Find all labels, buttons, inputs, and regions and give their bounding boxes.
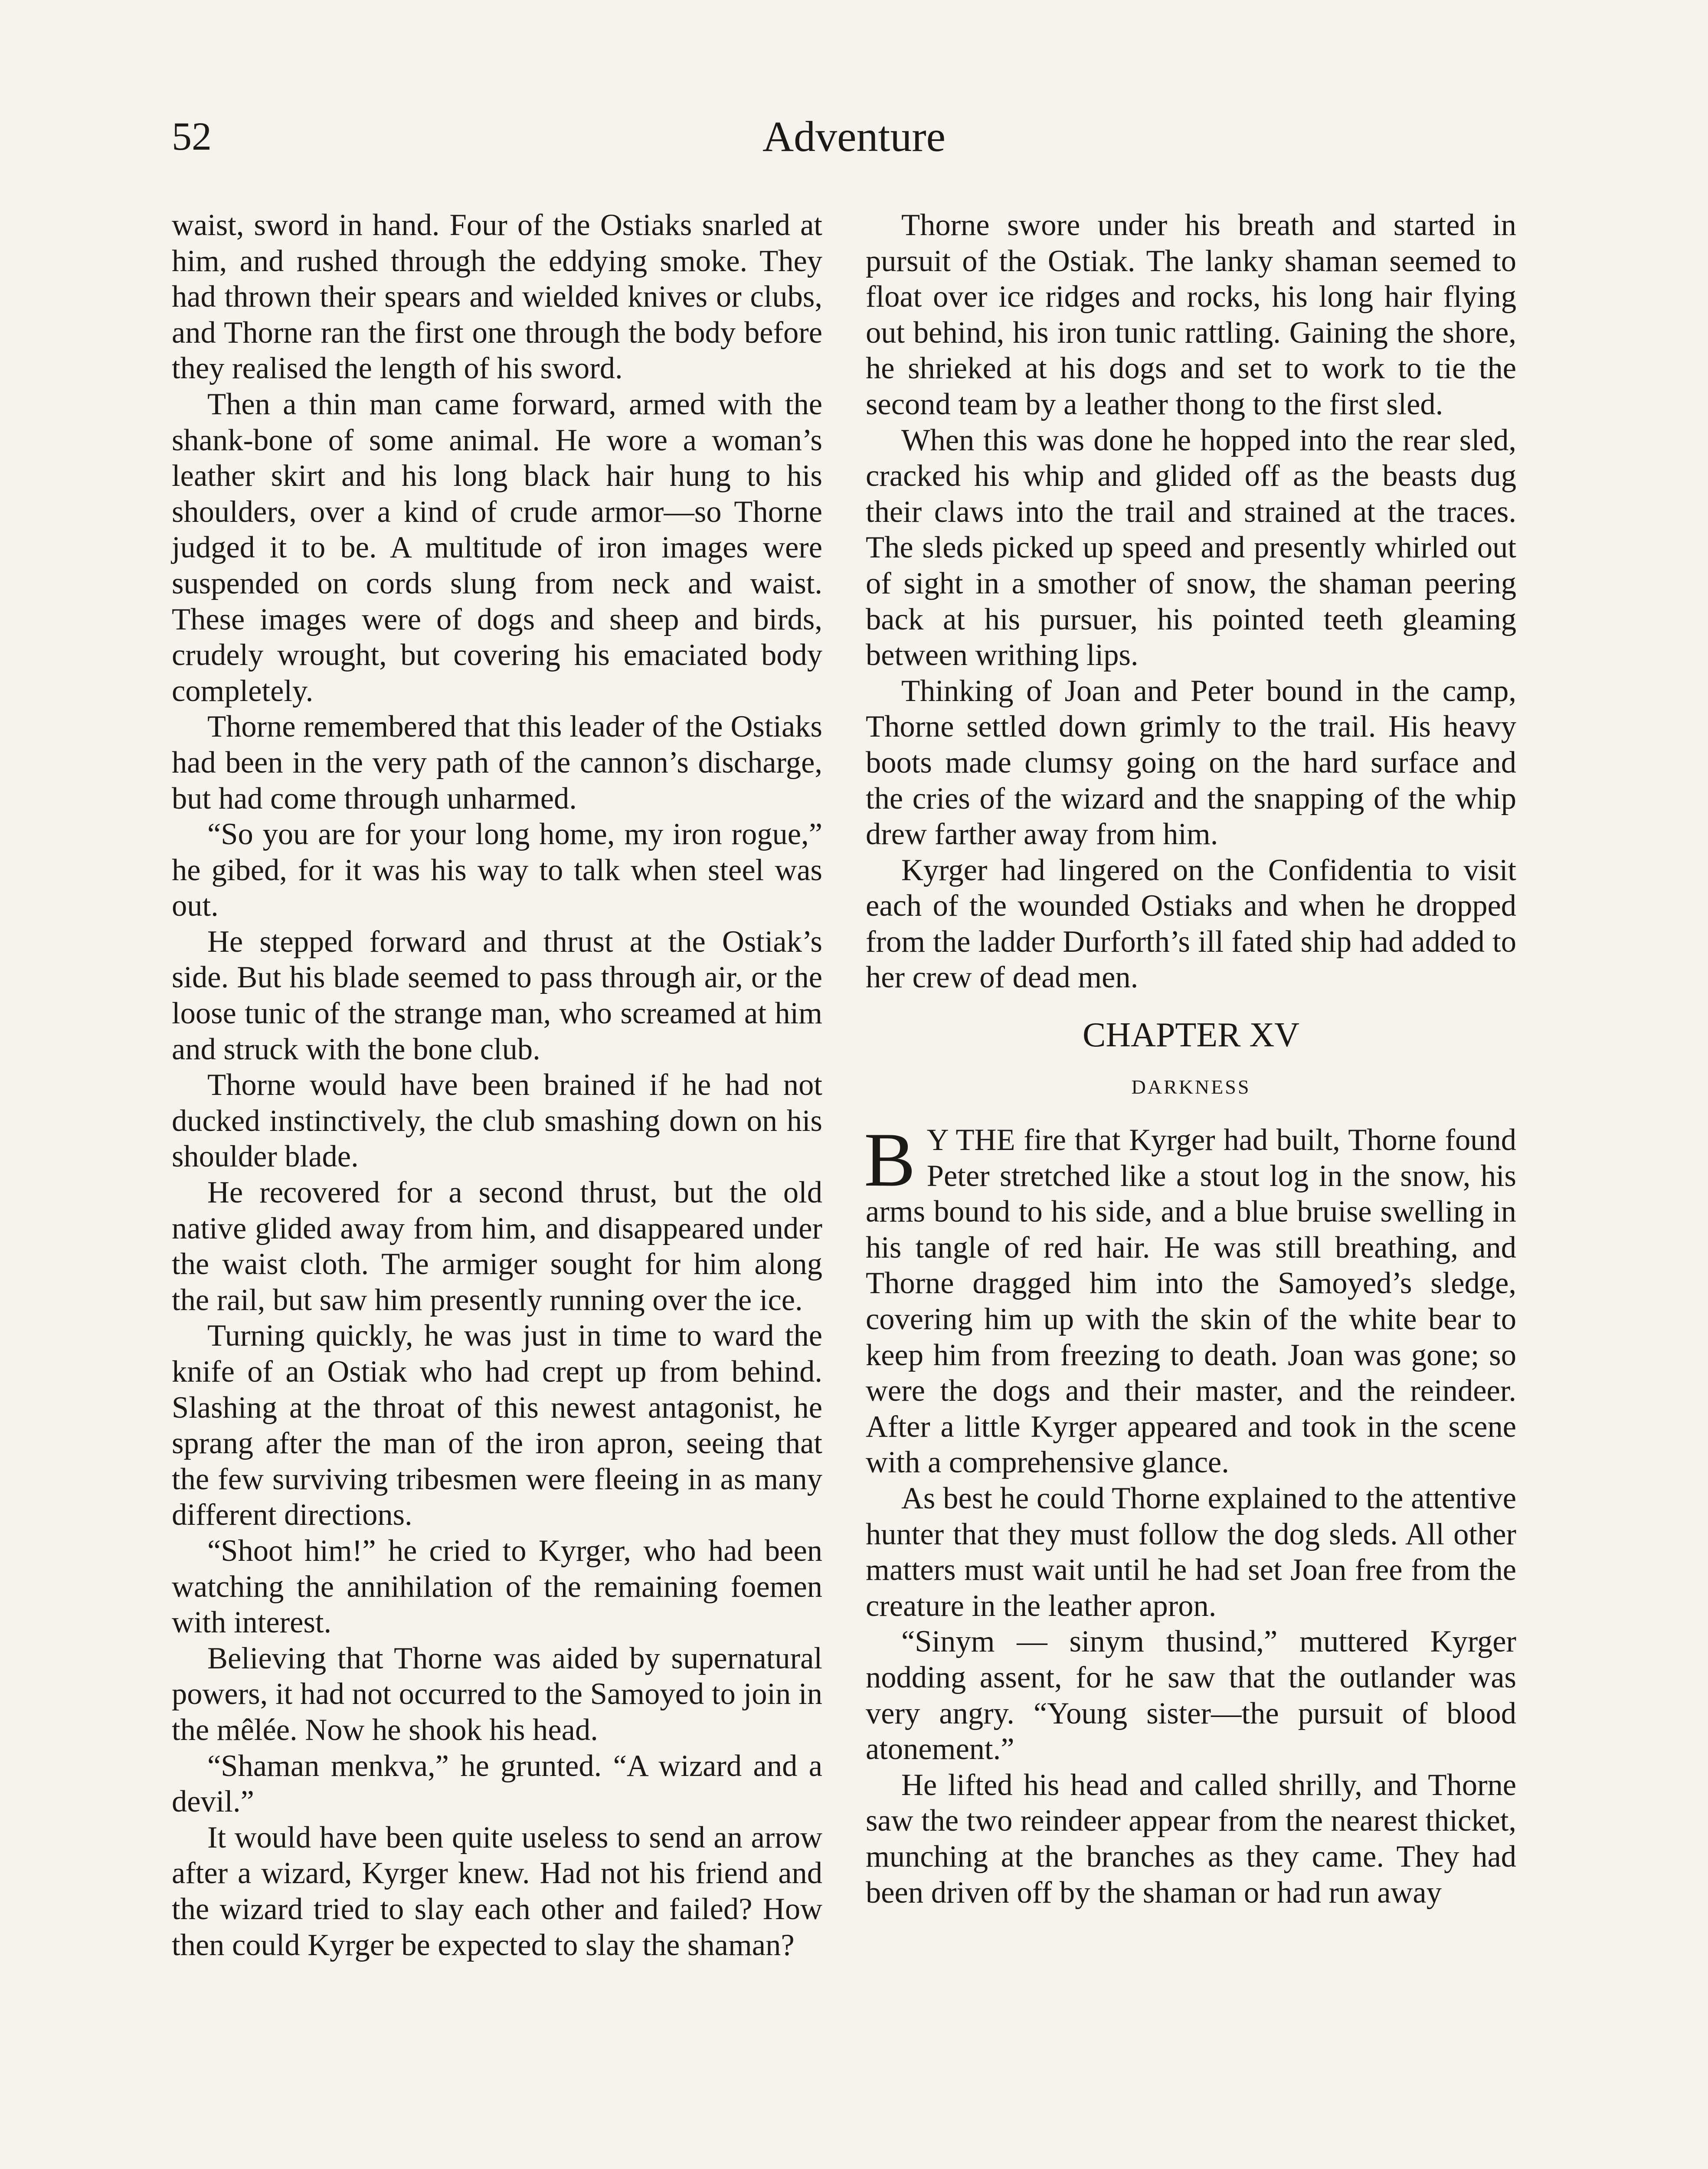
paragraph: Thorne swore under his breath and started in pursuit of the Ostiak. The lanky shaman seemed to float over ice ridges and rocks, his long hair flying out behind, his iron tunic rattling. Gaining the shore, he shrieked at his dogs and set to work to tie the second team by a leather thong to the first sled.: [866, 208, 1516, 421]
chapter-opening-text: Y THE fire that Kyrger had built, Thorne found Peter stretched like a stout log in the snow, his arms bound to his side, and a blue bruise swelling in his tangle of red hair. He was still breathing, and Thorne dragged him into the Samoyed’s sledge, covering him up with the skin of the white bear to keep him from freezing to death. Joan was gone; so were the dogs and their master, and the reindeer. After a little Kyrger appeared and took in the scene with a comprehensive glance.: [866, 1123, 1516, 1480]
paragraph: He lifted his head and called shrilly, and Thorne saw the two reindeer appear from the nearest thicket, munching at the branches as they came. They had been driven off by the shaman or had run away: [866, 1768, 1516, 1910]
right-column: [866, 207, 1516, 1910]
paragraph: He recovered for a second thrust, but the old native glided away from him, and disappeared under the waist cloth. The armiger sought for him along the rail, but saw him presently running over the ice.: [172, 1176, 822, 1317]
paragraph: As best he could Thorne explained to the attentive hunter that they must follow the dog sleds. All other matters must wait until he had set Joan free from the creature in the leather apron.: [866, 1481, 1516, 1623]
paragraph: Thorne would have been brained if he had not ducked instinctively, the club smashing down on his shoulder blade.: [172, 1068, 822, 1174]
paragraph: He stepped forward and thrust at the Ostiak’s side. But his blade seemed to pass through air, or the loose tunic of the strange man, who screamed at him and struck with the bone club.: [172, 924, 822, 1066]
paragraph: “Shoot him!” he cried to Kyrger, who had been watching the annihilation of the remaining foemen with interest.: [172, 1533, 822, 1640]
paragraph: Thinking of Joan and Peter bound in the camp, Thorne settled down grimly to the trail. His heavy boots made clumsy going on the hard surface and the cries of the wizard and the snapping of the whip drew farther away from him.: [866, 674, 1516, 852]
paragraph: Thorne remembered that this leader of the Ostiaks had been in the very path of the cannon’s discharge, but had come through unharmed.: [172, 710, 822, 816]
paragraph: Then a thin man came forward, armed with the shank-bone of some animal. He wore a woman’s leather skirt and his long black hair hung to his shoulders, over a kind of crude armor—so Thorne judged it to be. A multitude of iron images were suspended on cords slung from neck and waist. These images were of dogs and sheep and birds, crudely wrought, but covering his emaciated body completely.: [172, 387, 822, 708]
paragraph: Believing that Thorne was aided by supernatural powers, it had not occurred to the Samoyed to join in the mêlée. Now he shook his head.: [172, 1641, 822, 1747]
paragraph: It would have been quite useless to send an arrow after a wizard, Kyrger knew. Had not his friend and the wizard tried to slay each other and failed? How then could Kyrger be expected to slay the shaman?: [172, 1820, 822, 1962]
drop-cap: B: [864, 1117, 916, 1203]
paragraph: When this was done he hopped into the rear sled, cracked his whip and glided off as the beasts dug their claws into the trail and strained at the traces. The sleds picked up speed and presently whirled out of sight in a smother of snow, the shaman peering back at his pursuer, his pointed teeth gleaming between writhing lips.: [866, 423, 1516, 672]
paragraph: waist, sword in hand. Four of the Ostiaks snarled at him, and rushed through the eddying smoke. They had thrown their spears and wielded knives or clubs, and Thorne ran the first one through the body before they realised the length of his sword.: [172, 208, 822, 386]
paragraph: “Shaman menkva,” he grunted. “A wizard and a devil.”: [172, 1749, 822, 1819]
paragraph: “Sinym — sinym thusind,” muttered Kyrger nodding assent, for he saw that the outlander was very angry. “Young sister—the pursuit of blood atonement.”: [866, 1625, 1516, 1766]
paragraph: Turning quickly, he was just in time to ward the knife of an Ostiak who had crept up from behind. Slashing at the throat of this newest antagonist, he sprang after the man of the iron apron, seeing that the few surviving tribesmen were fleeing in as many different directions.: [172, 1319, 822, 1532]
page-number: 52: [172, 114, 212, 158]
paragraph: Kyrger had lingered on the Confidentia to visit each of the wounded Ostiaks and when he dropped from the ladder Durforth’s ill fated ship had added to her crew of dead men.: [866, 853, 1516, 995]
left-column: [172, 207, 822, 1963]
chapter-title: CHAPTER XV: [1082, 1016, 1300, 1055]
paragraph: “So you are for your long home, my iron rogue,” he gibed, for it was his way to talk when steel was out.: [172, 817, 822, 923]
chapter-subtitle: DARKNESS: [1131, 1076, 1251, 1098]
running-head: Adventure: [762, 112, 946, 161]
chapter-opening-paragraph: [864, 1117, 1516, 1481]
